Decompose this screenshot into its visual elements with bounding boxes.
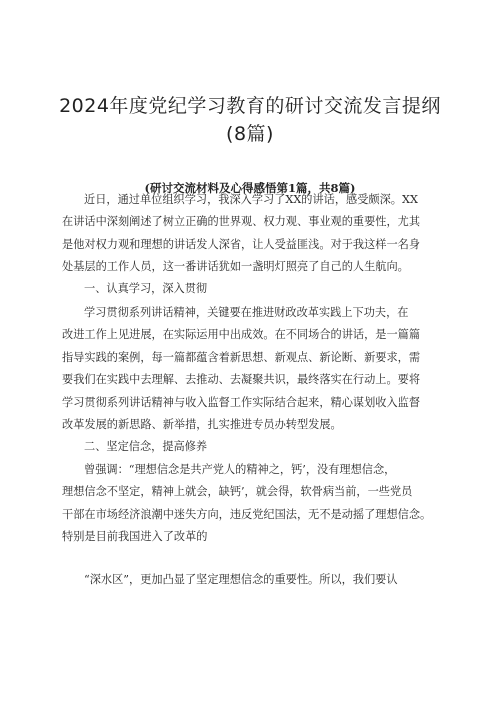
paragraph-line: 理想信念不坚定，精神上就会，缺钙’，就会得，软骨病当前，一些党员	[62, 485, 413, 499]
paragraph-line: 学习贯彻系列讲话精神，关键要在推进财政改革实践上下功夫，在	[84, 306, 409, 319]
paragraph-line: 改革发展的新思路、新举措，扎实推进专员办转型发展。	[62, 417, 342, 431]
paragraph-section-2	[62, 459, 440, 549]
section-heading-2: 二、坚定信念，提高修养	[84, 440, 208, 453]
paragraph-line: 干部在市场经济浪潮中迷失方向，违反党纪国法，无不是动摇了理想信念。	[62, 507, 432, 521]
paragraph-section-1	[62, 302, 440, 436]
paragraph-continued	[62, 569, 440, 591]
document-subtitle: (研讨交流材料及心得感悟第1篇，共8篇)	[144, 181, 356, 195]
paragraph-line: “深水区”，更加凸显了坚定理想信念的重要性。所以，我们要认	[84, 573, 398, 586]
document-title: 2024年度党纪学习教育的研讨交流发言提纲	[59, 95, 441, 117]
paragraph-intro	[62, 189, 440, 279]
paragraph-line: 要我们在实践中去理解、去推动、去凝聚共识，最终落实在行动上。要将	[62, 373, 421, 387]
document-title-count: (8篇)	[226, 123, 274, 145]
paragraph-line: 是他对权力观和理想的讲话发人深省，让人受益匪浅。对于我这样一名身	[62, 237, 421, 251]
paragraph-line: 近日，通过单位组织学习，我深入学习了XX的讲话，感受颇深。XX	[84, 193, 418, 206]
paragraph-line: 曾强调：“理想信念是共产党人的精神之，钙’，没有理想信念，	[84, 463, 396, 476]
section-heading-1: 一、认真学习，深入贯彻	[84, 282, 208, 295]
paragraph-line: 特别是目前我国进入了改革的	[62, 530, 208, 544]
paragraph-line: 在讲话中深刻阐述了树立正确的世界观、权力观、事业观的重要性，尤其	[62, 215, 421, 229]
paragraph-line: 学习贯彻系列讲话精神与收入监督工作实际结合起来，精心谋划收入监督	[62, 395, 421, 409]
paragraph-line: 指导实践的案例，每一篇都蕴含着新思想、新观点、新论断、新要求，需	[62, 350, 421, 364]
paragraph-line: 改进工作上见进展，在实际运用中出成效。在不同场合的讲话，是一篇篇	[62, 328, 421, 342]
paragraph-line: 处基层的工作人员，这一番讲话犹如一盏明灯照亮了自己的人生航向。	[62, 260, 409, 274]
